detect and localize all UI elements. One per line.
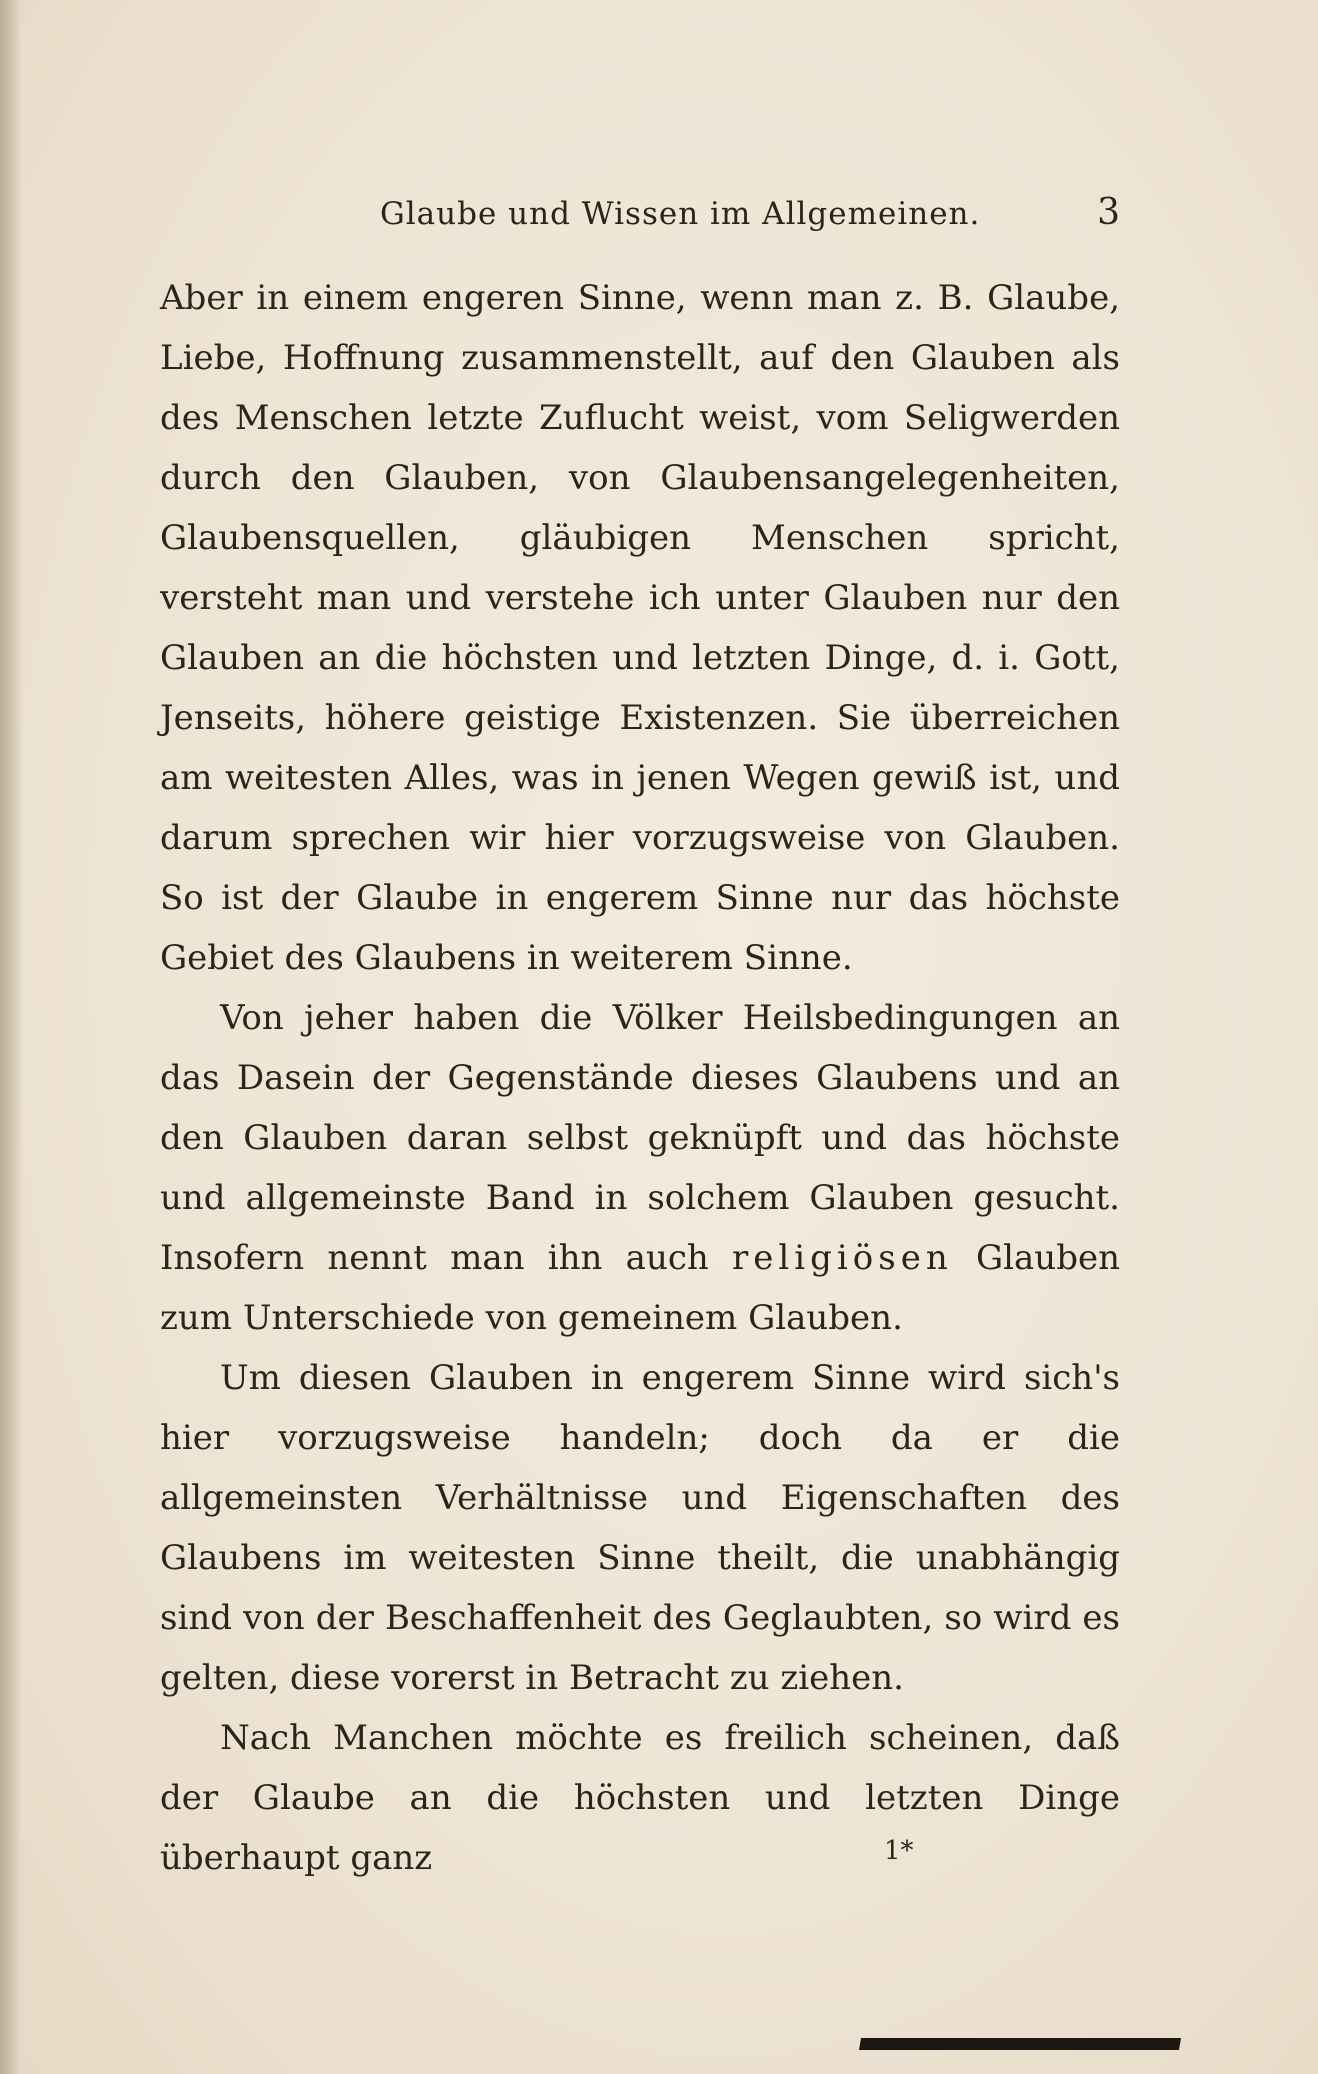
scan-edge-mark bbox=[859, 2038, 1181, 2050]
page-number: 3 bbox=[1097, 192, 1120, 233]
emphasized-word: religiösen bbox=[732, 1238, 953, 1278]
paragraph-2 bbox=[160, 988, 1120, 1348]
paragraph-2-before: Von jeher haben die Völker Heilsbedingungen an das Dasein der Gegenstände dieses Glaubens und an den Glauben daran selbst geknüpft und das höchste und allgemeinste Band in solchem Glauben gesucht. Insofern nennt man ihn auch bbox=[160, 998, 1120, 1278]
paragraph-4: Nach Manchen möchte es freilich scheinen, daß der Glaube an die höchsten und letzten Dinge überhaupt ganz bbox=[160, 1718, 1120, 1878]
body-text bbox=[160, 268, 1120, 1888]
paragraph-3: Um diesen Glauben in engerem Sinne wird sich's hier vorzugsweise handeln; doch da er die allgemeinsten Verhältnisse und Eigenschaften des Glaubens im weitesten Sinne theilt, die unabhängig sind von der Beschaffenheit des Geglaubten, so wird es gelten, diese vorerst in Betracht zu ziehen. bbox=[160, 1358, 1120, 1698]
paragraph-2-after: Glauben zum Unterschiede von gemeinem Glauben. bbox=[160, 1238, 1120, 1338]
page-binding-edge bbox=[0, 0, 22, 2074]
running-title: Glaube und Wissen im Allgemeinen. bbox=[380, 196, 981, 232]
signature-mark: 1* bbox=[884, 1836, 914, 1866]
page-header bbox=[160, 192, 1120, 246]
paragraph-1: Aber in einem engeren Sinne, wenn man z. B. Glaube, Liebe, Hoffnung zusammenstellt, auf den Glauben als des Menschen letzte Zuflucht weist, vom Seligwerden durch den Glauben, von Glaubensangelegenheiten, Glaubensquellen, gläubigen Menschen spricht, versteht man und verstehe ich unter Glauben nur den Glauben an die höchsten und letzten Dinge, d. i. Gott, Jenseits, höhere geistige Existenzen. Sie überreichen am weitesten Alles, was in jenen Wegen gewiß ist, und darum sprechen wir hier vorzugsweise von Glauben. So ist der Glaube in engerem Sinne nur das höchste Gebiet des Glaubens in weiterem Sinne. bbox=[160, 278, 1120, 978]
